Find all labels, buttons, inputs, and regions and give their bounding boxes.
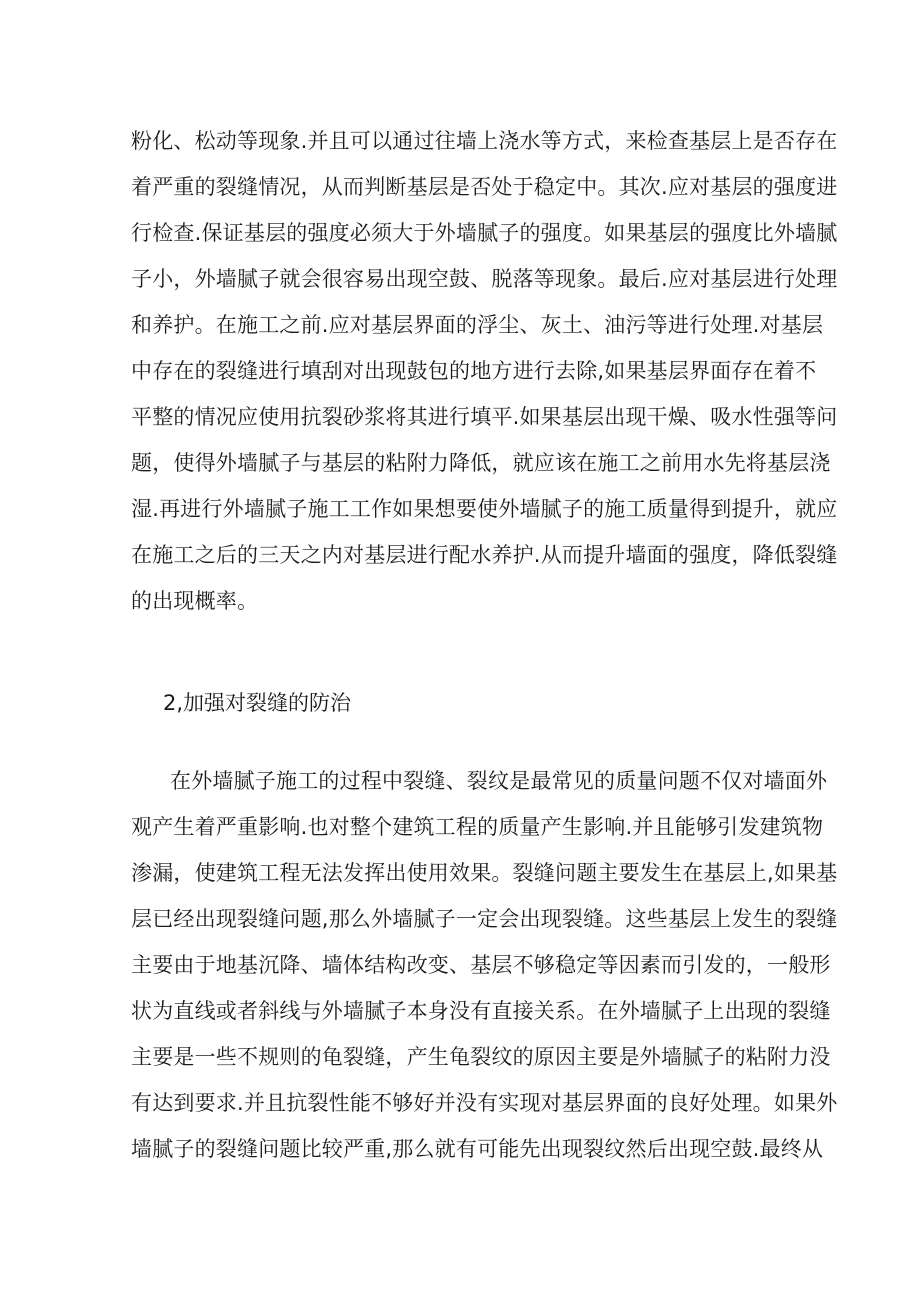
paragraph-1-line: 子小，外墙腻子就会很容易出现空鼓、脱落等现象。最后.应对基层进行处理 xyxy=(131,267,838,291)
paragraph-2-line: 主要是一些不规则的龟裂缝，产生龟裂纹的原因主要是外墙腻子的粘附力没 xyxy=(131,1045,831,1069)
paragraph-2-line: 有达到要求.并且抗裂性能不够好并没有实现对基层界面的良好处理。如果外 xyxy=(131,1091,838,1115)
section-heading: 2,加强对裂缝的防治 xyxy=(163,691,352,715)
paragraph-2-line: 在外墙腻子施工的过程中裂缝、裂纹是最常见的质量问题不仅对墙面外 xyxy=(170,769,828,793)
paragraph-2-line: 层已经出现裂缝问题,那么外墙腻子一定会出现裂缝。这些基层上发生的裂缝 xyxy=(131,907,838,931)
paragraph-1-line: 中存在的裂缝进行填刮对出现鼓包的地方进行去除,如果基层界面存在着不 xyxy=(131,359,817,383)
paragraph-1-line: 题，使得外墙腻子与基层的粘附力降低，就应该在施工之前用水先将基层浇 xyxy=(131,451,831,475)
paragraph-1-line: 平整的情况应使用抗裂砂浆将其进行填平.如果基层出现干燥、吸水性强等问 xyxy=(131,405,838,429)
paragraph-2-line: 渗漏，使建筑工程无法发挥出使用效果。裂缝问题主要发生在基层上,如果基 xyxy=(131,861,838,885)
paragraph-1-line: 湿.再进行外墙腻子施工工作如果想要使外墙腻子的施工质量得到提升，就应 xyxy=(131,497,838,521)
paragraph-1-line: 在施工之后的三天之内对基层进行配水养护.从而提升墙面的强度，降低裂缝 xyxy=(131,543,838,567)
paragraph-1-line: 着严重的裂缝情况，从而判断基层是否处于稳定中。其次.应对基层的强度进 xyxy=(131,175,838,199)
paragraph-1-line: 的出现概率。 xyxy=(131,589,259,613)
paragraph-1-line: 和养护。在施工之前.应对基层界面的浮尘、灰土、油污等进行处理.对基层 xyxy=(131,313,824,337)
paragraph-2-line: 墙腻子的裂缝问题比较严重,那么就有可能先出现裂纹然后出现空鼓.最终从 xyxy=(131,1137,824,1161)
paragraph-2-line: 状为直线或者斜线与外墙腻子本身没有直接关系。在外墙腻子上出现的裂缝 xyxy=(131,999,831,1023)
paragraph-2-line: 观产生着严重影响.也对整个建筑工程的质量产生影响.并且能够引发建筑物 xyxy=(131,815,824,839)
paragraph-1-line: 行检查.保证基层的强度必须大于外墙腻子的强度。如果基层的强度比外墙腻 xyxy=(131,221,838,245)
paragraph-2-line: 主要由于地基沉降、墙体结构改变、基层不够稳定等因素而引发的，一般形 xyxy=(131,953,831,977)
paragraph-1-line: 粉化、松动等现象.并且可以通过往墙上浇水等方式，来检查基层上是否存在 xyxy=(131,129,838,153)
